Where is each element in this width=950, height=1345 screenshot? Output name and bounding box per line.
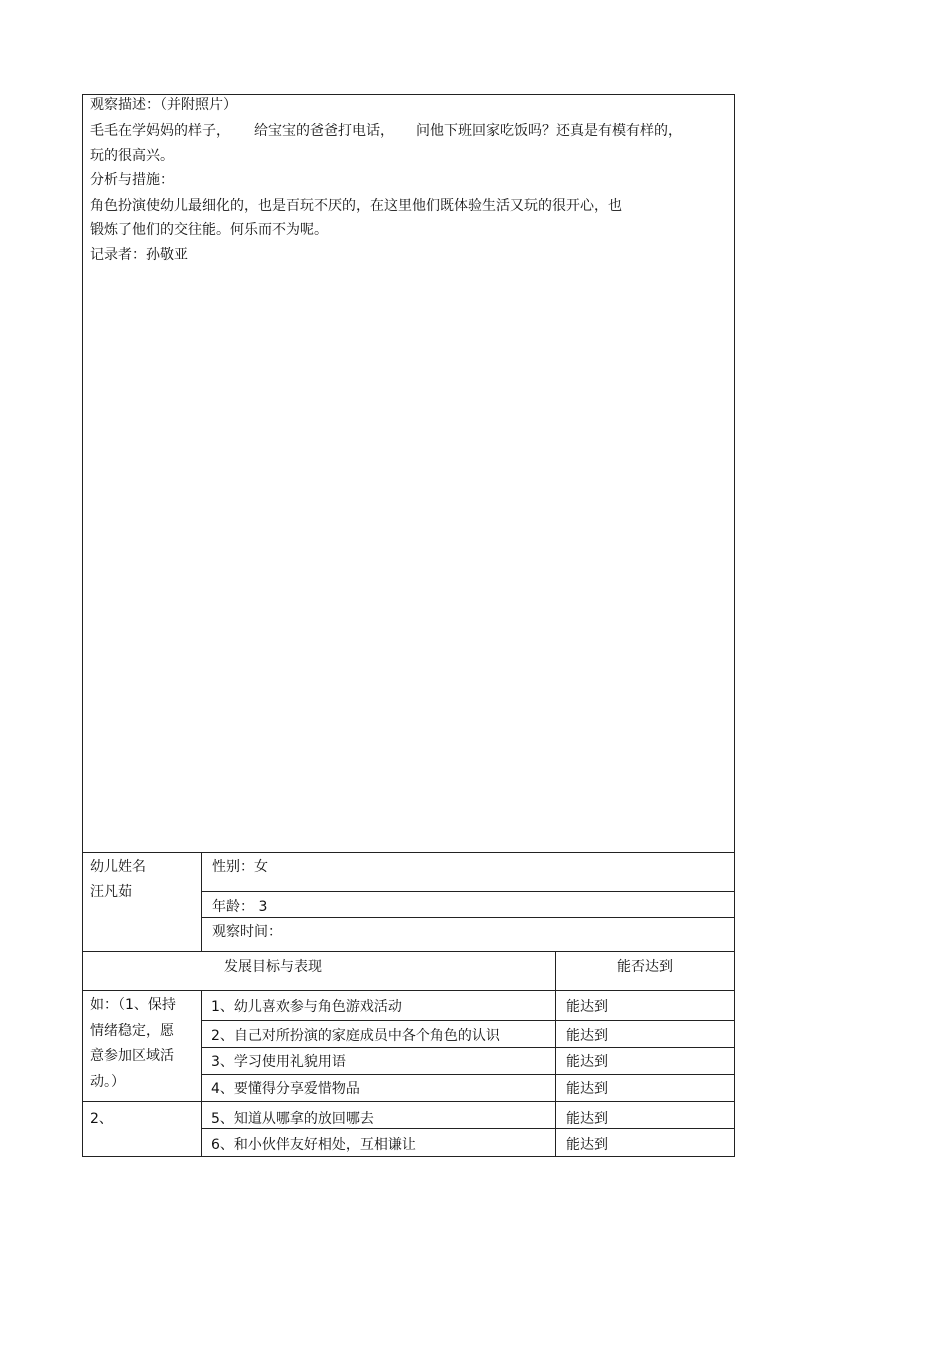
- goal-group-1-line4: 动。）: [90, 1074, 125, 1090]
- analysis-title: 分析与措施：: [90, 172, 174, 188]
- goal-result-6: 能达到: [566, 1137, 608, 1153]
- analysis-line2: 锻炼了他们的交往能。何乐而不为呢。: [90, 222, 328, 238]
- goal-result-4: 能达到: [566, 1081, 608, 1097]
- goal-group-1-line3: 意参加区域活: [90, 1048, 174, 1064]
- divider-child-info-top: [82, 852, 735, 853]
- achieve-header: 能否达到: [617, 959, 673, 975]
- goal-group-1-line1: 如：（1、保持: [90, 997, 176, 1013]
- child-age: 年龄： 3: [212, 899, 268, 915]
- observation-desc-part1: 毛毛在学妈妈的样子，: [90, 123, 230, 139]
- divider-row-3: [201, 1074, 735, 1075]
- child-gender: 性别：女: [212, 859, 268, 875]
- goal-item-5: 5、知道从哪拿的放回哪去: [211, 1111, 374, 1127]
- observation-desc-part2: 给宝宝的爸爸打电话，: [254, 123, 394, 139]
- observation-desc-line2: 玩的很高兴。: [90, 148, 174, 164]
- goal-item-6: 6、和小伙伴友好相处，互相谦让: [211, 1137, 416, 1153]
- divider-goals-top: [82, 951, 735, 952]
- analysis-line1: 角色扮演使幼儿最细化的，也是百玩不厌的，在这里他们既体验生活又玩的很开心，也: [90, 198, 622, 214]
- child-name: 汪凡茹: [90, 884, 132, 900]
- child-name-label: 幼儿姓名: [90, 859, 146, 875]
- divider-achieve-column: [555, 951, 556, 1157]
- divider-row-5: [201, 1128, 735, 1129]
- observation-title: 观察描述：（并附照片）: [90, 97, 237, 113]
- goal-result-5: 能达到: [566, 1111, 608, 1127]
- goal-item-4: 4、要懂得分享爱惜物品: [211, 1081, 360, 1097]
- goal-item-1: 1、幼儿喜欢参与角色游戏活动: [211, 999, 402, 1015]
- divider-header-bottom: [82, 990, 735, 991]
- goal-result-2: 能达到: [566, 1028, 608, 1044]
- divider-age-time: [201, 917, 735, 918]
- divider-group-2: [82, 1101, 735, 1102]
- divider-gender-age: [201, 891, 735, 892]
- observation-time: 观察时间：: [212, 924, 282, 940]
- divider-row-2: [201, 1047, 735, 1048]
- goal-result-3: 能达到: [566, 1054, 608, 1070]
- goal-item-2: 2、自己对所扮演的家庭成员中各个角色的认识: [211, 1028, 500, 1044]
- goal-item-3: 3、学习使用礼貌用语: [211, 1054, 346, 1070]
- goals-header: 发展目标与表现: [224, 959, 322, 975]
- divider-row-1: [201, 1020, 735, 1021]
- divider-name-column: [201, 852, 202, 952]
- goal-group-2: 2、: [90, 1111, 113, 1127]
- recorder: 记录者：孙敬亚: [90, 247, 188, 263]
- observation-desc-part3: 问他下班回家吃饭吗？还真是有模有样的，: [416, 123, 682, 139]
- goal-group-1-line2: 情绪稳定，愿: [90, 1023, 174, 1039]
- goal-result-1: 能达到: [566, 999, 608, 1015]
